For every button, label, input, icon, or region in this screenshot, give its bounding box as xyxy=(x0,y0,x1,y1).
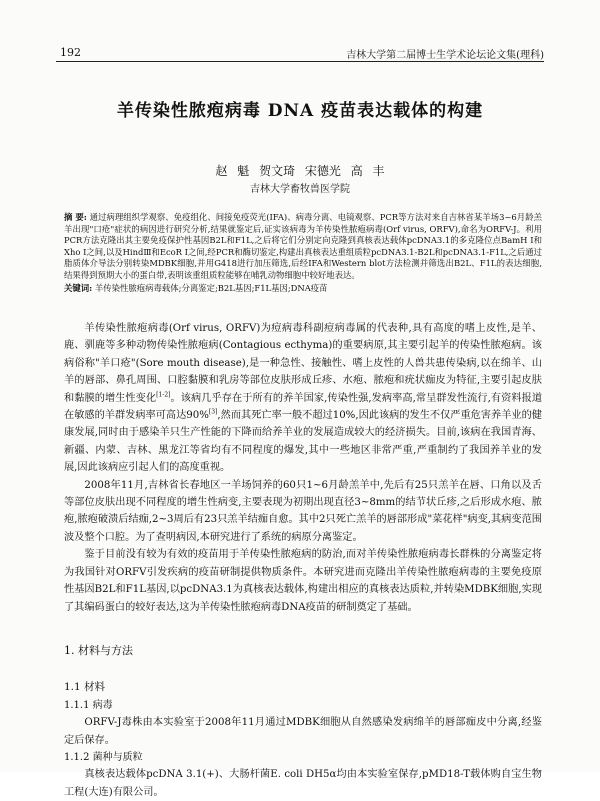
paper-title: 羊传染性脓疱病毒 DNA 疫苗表达载体的构建 xyxy=(116,101,484,121)
subsubsection-heading-virus: 1.1.1 病毒 xyxy=(64,699,113,711)
paragraph-intro-b: 。该病几乎存在于所有的养羊国家,传染性强,发病率高,常呈群发性流行,有资料报道在敏感的羊群发病率可高达90% xyxy=(64,392,543,422)
page-number: 192 xyxy=(60,46,81,59)
keywords-label: 关键词: xyxy=(64,282,93,293)
paragraph-intro-a: 羊传染性脓疱病毒(Orf virus, ORFV)为痘病毒科副痘病毒属的代表种,具有高度的嗜上皮性,是羊、鹿、驯鹿等多种动物传染性脓疱病(Contagious ecthyma)的重要病原,其主要引起羊的传染性脓疱病。该病俗称"羊口疮"(Sore mouth disease),是一种急性、接触性、嗜上皮性的人兽共患传染病,以在绵羊、山羊的唇部、鼻孔周围、口腔黏膜和乳房等部位皮肤形成丘疹、水疱、脓疱和疣状痂皮为特征,主要引起皮肤和黏膜的增生性变化 xyxy=(64,323,542,404)
paragraph-intro xyxy=(64,320,542,477)
running-title: 吉林大学第二届博士生学术论坛论文集(理科) xyxy=(346,50,544,61)
citation-1-2: [1-2] xyxy=(156,391,171,399)
abstract-block xyxy=(64,212,542,294)
abstract-label: 摘 要: xyxy=(64,212,87,222)
citation-3-visible: [3] xyxy=(208,408,218,416)
paragraph-virus: ORFV-J毒株由本实验室于2008年11月通过MDBK细胞从自然感染发病绵羊的唇部痂皮中分离,经鉴定后保存。 xyxy=(64,717,542,746)
keywords-line xyxy=(64,283,542,295)
subsection-heading-materials: 1.1 材料 xyxy=(64,681,106,694)
header-rule xyxy=(56,61,544,62)
section-heading-methods: 1. 材料与方法 xyxy=(64,643,133,657)
paragraph-outbreak: 2008年11月,吉林省长春地区一羊场饲养的60只1~6月龄羔羊中,先后有25只羔羊在唇、口角以及舌等部位皮肤出现不同程度的增生性病变,主要表现为初期出现直径3~8mm的结节状丘疹,之后形成水疱、脓疱,脓疱破溃后结痂,2~3周后有23只羔羊结痂自愈。其中2只死亡羔羊的唇部形成"菜花样"病变,其病变范围波及整个口腔。为了查明病因,本研究进行了系统的病原分离鉴定。 xyxy=(64,479,542,543)
keywords-text: 羊传染性脓疱病毒载体;分离鉴定;B2L基因;F1L基因;DNA疫苗 xyxy=(94,282,328,293)
affiliation: 吉林大学畜牧兽医学院 xyxy=(250,184,350,195)
body-text xyxy=(64,320,542,801)
author-list: 赵 魁 贺文琦 宋德光 高 丰 xyxy=(215,164,385,178)
abstract-text: 通过病理组织学观察、免疫组化、间接免疫荧光(IFA)、病毒分离、电镜观察、PCR等方法对来自吉林省某羊场3~6月龄羔羊出现"口疮"症状的病因进行研究分析,结果就鉴定后,证实该病毒为羊传染性脓疱病毒(Orf virus, ORFV),命名为ORFV-J。利用PCR方法克隆出其主要免疫保护性基因B2L和F1L,之后将它们分别定向克隆到真核表达载体pcDNA3.1的多克隆位点BamH I和Xho I之间,以及HindⅢ和EcoR I之间,经PCR和酶切鉴定,构建出真核表达重组质粒pcDNA3.1-B2L和pcDNA3.1-F1L,之后通过脂质体介导法分别转染MDBK细胞,并用G418进行加压筛选,后经IFA和Western blot方法检测并筛选出B2L、F1L的表达细胞,结果得到预期大小的蛋白带,表明该重组质粒能够在哺乳动物细胞中较好地表达。 xyxy=(64,212,542,280)
running-header xyxy=(56,44,544,62)
paragraph-aim: 鉴于目前没有较为有效的疫苗用于羊传染性脓疱病的防治,而对羊传染性脓疱病毒长群株的分离鉴定将为我国针对ORFV引发疾病的疫苗研制提供物质条件。本研究进而克隆出羊传染性脓疱病毒的主要免疫原性基因B2L和F1L基因,以pcDNA3.1为真核表达载体,构建出相应的真核表达质粒,并转染MDBK细胞,实现了其编码蛋白的较好表达,这为羊传染性脓疱病毒DNA疫苗的研制奠定了基础。 xyxy=(64,549,542,613)
subsubsection-heading-strains: 1.1.2 菌种与质粒 xyxy=(64,751,143,763)
paragraph-strains: 真核表达载体pcDNA 3.1(+)、大肠杆菌E. coli DH5α均由本实验室保存,pMD18-T载体购自宝生物工程(大连)有限公司。 xyxy=(64,769,542,798)
paragraph-intro-c: ,然而其死亡率一般不超过10%,因此该病的发生不仅严重危害养羊业的健康发展,同时由于感染羊只生产性能的下降而给养羊业的发展造成较大的经济损失。目前,该病在我国青海、新疆、内蒙、吉林、黑龙江等省均有不同程度的爆发,其中一些地区非常严重,严重制约了我国养羊业的发展,因此该病应引起人们的高度重视。 xyxy=(64,410,542,474)
